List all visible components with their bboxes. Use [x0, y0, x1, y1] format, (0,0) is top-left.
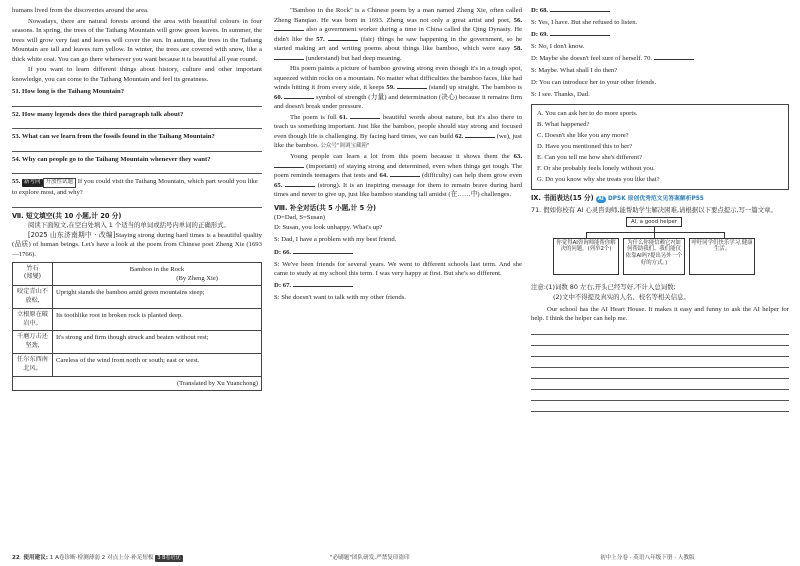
new-trend-tag: 新考向 [24, 179, 41, 186]
note-1: 注意:(1)词数 80 左右,开头已经写好,不计入总词数; [531, 282, 676, 291]
answer-line-53[interactable] [12, 143, 262, 152]
diagram-root: AI, a good helper [626, 217, 682, 227]
question-71: 71. 假如你校有 AI 心灵咨询师,能帮助学生解决困难,请根据以下要点提示,写一篇文章。 [531, 205, 777, 214]
section-7-intro: [2025 山东济南期中 · 改编]Staying strong during hard times is a beautiful quality (品质) of human beings. Let's have a look at the poem from Chinese poet Zheng Xie (1693—1766). [12, 230, 262, 258]
paragraph-if-you: If you want to learn different things about history, culture and other important knowledge, you can come to the Taihang Mountain and feel its greatness. [12, 66, 262, 83]
blank-57[interactable] [328, 35, 358, 41]
column-left [12, 6, 262, 391]
poem-en-header: Bamboo in the Rock (By Zheng Xie) [53, 262, 262, 286]
blank-67[interactable] [293, 281, 353, 287]
question-52: 52. How many legends does the third paragraph talk about? [12, 110, 184, 118]
passage-paragraph-1: "Bamboo in the Rock" is a Chinese poem by a man named Zheng Xie, often called Zheng Banqiao. He was born in 1693. Zheng was not only a great artist and poet, 56. also a government worker during a time in China called the Qing Dynasty. He didn't like the 57. (fair) things he saw happening in the government, so he started making art and writing poems about things like bamboo, which were easy 58. (understand) but had deep meaning. [274, 7, 523, 62]
footer-right: 初中上分卷 · 英语八年级下册 · 人教版 [600, 555, 695, 562]
blank-69[interactable] [550, 30, 610, 36]
blank-58[interactable] [274, 54, 304, 60]
passage-paragraph-2: His poem paints a picture of bamboo growing strong even though it's in a tough spot, squeezed within rocks on a mountain. No matter what difficulties the bamboo faces, like had winds hitting it from every side, it keeps 59. (stand) up straight. The bamboo is 60. symbol of strength (力量) and determination (决心) because it remains firm and doesn't break under pressure. [274, 65, 523, 111]
dialog-line-69: D: 69. [531, 30, 789, 40]
paragraph-intro: humans lived from the discoveries around the area. [12, 7, 149, 14]
blank-62[interactable] [465, 132, 495, 138]
option-f: F. Or she probably feels lonely without you. [537, 165, 655, 173]
poem-cn-line-3: 千磨万击还坚劲, [13, 331, 53, 354]
open-question-tag: 开放性试题 [43, 178, 77, 188]
diagram-node-right: 呼吁同学们快乐学习,健康生活。 [689, 238, 755, 275]
tip-3: 3 B卷培优 [157, 555, 181, 562]
tip-2: 2 对点上分·补足短板 [101, 555, 154, 562]
column-middle [274, 6, 522, 305]
dialog-line: S: Yes, I have. But she refused to listen. [531, 19, 638, 27]
option-d: D. Have you mentioned this to her? [537, 143, 633, 151]
writing-line[interactable] [531, 358, 789, 368]
footer-center: "必刷题"团队研发,严禁复印盗印 [330, 555, 410, 562]
section-7-title: Ⅶ. 短文填空(共 10 小题,计 20 分) [12, 211, 122, 220]
writing-line[interactable] [531, 347, 789, 357]
dialog-line: S: Maybe. What shall I do then? [531, 67, 618, 75]
question-55: 55. 新考向 开放性试题 If you could visit the Taihang Mountain, which part would you like to explore most, and why? [12, 178, 258, 196]
page-number: 22 [12, 555, 20, 562]
poem-en-line-2: Its toothlike root in broken rock is planted deep. [53, 308, 262, 331]
writing-line[interactable] [531, 325, 789, 335]
blank-61[interactable] [350, 113, 380, 119]
dialog-line-68: D: 68. [531, 6, 789, 16]
dialog-line-66: D: 66. [274, 248, 522, 258]
dialog-line-67: D: 67. [274, 281, 522, 291]
dialog-line: S: I see. Thanks, Dad. [531, 91, 590, 99]
writing-line[interactable] [531, 391, 789, 401]
passage-paragraph-4: Young people can learn a lot from this poem because it shows them the 63. (important) of staying strong and determined, even when things get tough. The poem reminds teenagers that tests and 64. (difficulty) can help them grow even 65. (strong). It is an inspiring message for them to remain brave during hard times and never to give up, just like bamboo standing tall amidst (在……中) challenges. [274, 153, 523, 199]
poem-cn-line-2: 立根原在破岩中。 [13, 308, 53, 331]
blank-59[interactable] [397, 83, 427, 89]
blank-60[interactable] [284, 93, 314, 99]
writing-line[interactable] [531, 336, 789, 346]
option-c: C. Doesn't she like you any more? [537, 132, 629, 140]
note-2: (2)文中不得提及真实的人名、校名等相关信息。 [553, 292, 690, 301]
dialog-roles: (D=Dad, S=Susan) [274, 213, 326, 221]
option-b: B. What happened? [537, 121, 590, 129]
blank-65[interactable] [285, 181, 315, 187]
option-e: E. Can you tell me how she's different? [537, 154, 643, 162]
passage-paragraph-3: The poem is full 61. beautiful words about nature, but it's also there to teach us something important. Just like the bamboo, people should stay strong and focused even though life is challenging. By facing hard times, we can build 62. (we), just like the bamboo. 公众号"调调宝藏箱" [274, 113, 523, 150]
dialog-line: D: Susan, you look unhappy. What's up? [274, 224, 383, 232]
blank-64[interactable] [390, 171, 420, 177]
blank-70[interactable] [654, 54, 694, 60]
answer-line-54[interactable] [12, 165, 262, 174]
footer-left [12, 555, 183, 563]
dialog-line: S: She doesn't want to talk with my other friends. [274, 294, 406, 302]
poem-table [12, 262, 262, 391]
poem-en-line-4: Careless of the wind from north or south; east or west. [53, 354, 262, 377]
diagram-node-middle: 为什么你能信赖它?(如何帮助我们、我们能仅依靠AI吗?提出另外一个好的方式。) [623, 238, 685, 275]
dialog-line: S: Dad, I have a problem with my best friend. [274, 236, 397, 244]
dialog-line: S: We've been friends for several years. We went to different schools last term. And she came to study at my school this term. I was very happy at first. But she's so different. [274, 260, 522, 278]
diagram-connector [586, 232, 724, 233]
dialog-line: D: You can introduce her to your other friends. [531, 79, 657, 87]
writing-lines[interactable] [531, 325, 789, 412]
answer-line-51[interactable] [12, 98, 262, 107]
answer-line-55[interactable] [12, 199, 262, 208]
section-8-title: Ⅷ. 补全对话(共 5 小题,计 5 分) [274, 203, 377, 212]
column-right [531, 6, 789, 413]
question-51: 51. How long is the Taihang Mountain? [12, 88, 125, 96]
tip-1: 1 A卷诊断·检测薄弱 [49, 555, 100, 562]
ai-badge: AI [597, 196, 604, 203]
writing-line[interactable] [531, 369, 789, 379]
poem-cn-line-1: 咬定青山不放松, [13, 286, 53, 309]
tips-label: 使用建议: [23, 555, 48, 562]
wechat-watermark: 公众号"调调宝藏箱" [320, 143, 370, 150]
option-g: G. Do you know why she treats you like that? [537, 176, 660, 184]
poem-cn-header: 竹石 (郑燮) [13, 262, 53, 286]
blank-56[interactable] [274, 25, 304, 31]
poem-en-line-1: Upright stands the bamboo amid green mountains steep; [53, 286, 262, 309]
writing-line[interactable] [531, 380, 789, 390]
section-7-instructions: 阅读下面短文,在空白处填入 1 个适当的单词或括号内单词的正确形式。 [28, 220, 230, 229]
blank-68[interactable] [550, 6, 610, 12]
blank-66[interactable] [293, 248, 353, 254]
essay-start: Our school has the AI Heart House. It makes it easy and funny to ask the AI helper for help. I think the helper can help me. [531, 305, 789, 323]
options-box [531, 104, 789, 191]
dialog-line-70: D: Maybe she doesn't feel sure of herself. 70. [531, 54, 789, 64]
poem-en-line-3: It's strong and firm though struck and beaten without rest; [53, 331, 262, 354]
question-54: 54. Why can people go to the Taihang Mountain whenever they want? [12, 155, 211, 163]
section-9-title: Ⅸ. 书面表达(15 分) AI DPSK 原创优秀范文见答案解析P55 [531, 194, 704, 203]
dpsk-reference[interactable]: DPSK 原创优秀范文见答案解析P55 [608, 196, 704, 203]
outline-diagram [531, 217, 789, 279]
answer-line-52[interactable] [12, 120, 262, 129]
option-a: A. You can ask her to do more sports. [537, 110, 638, 118]
poem-translator: (Translated by Xu Yuanchong) [53, 376, 262, 390]
poem-cn-line-4: 任尔东西南北风。 [13, 354, 53, 377]
diagram-node-left: 你觉得AI咨询师能帮你解决的问题。(列举2个) [553, 238, 619, 275]
question-53: 53. What can we learn from the fossils found in the Taihang Mountain? [12, 133, 215, 141]
paragraph-nowadays: Nowadays, there are natural forests around the area with beautiful colours in four seasons. In spring, the trees of the Taihang Mountain will grow green leaves. In summer, the trees will grow very fast and leaves will cover the sun. In autumn, the trees in the Taihang Mountain are tall and leaves turn yellow. In winter, the trees are covered with snow, like a thick white coat. You can go there whenever you want because it is beautiful all year round. [12, 17, 262, 63]
dialog-line: S: No, I don't know. [531, 43, 585, 51]
writing-line[interactable] [531, 402, 789, 412]
blank-63[interactable] [274, 162, 304, 168]
